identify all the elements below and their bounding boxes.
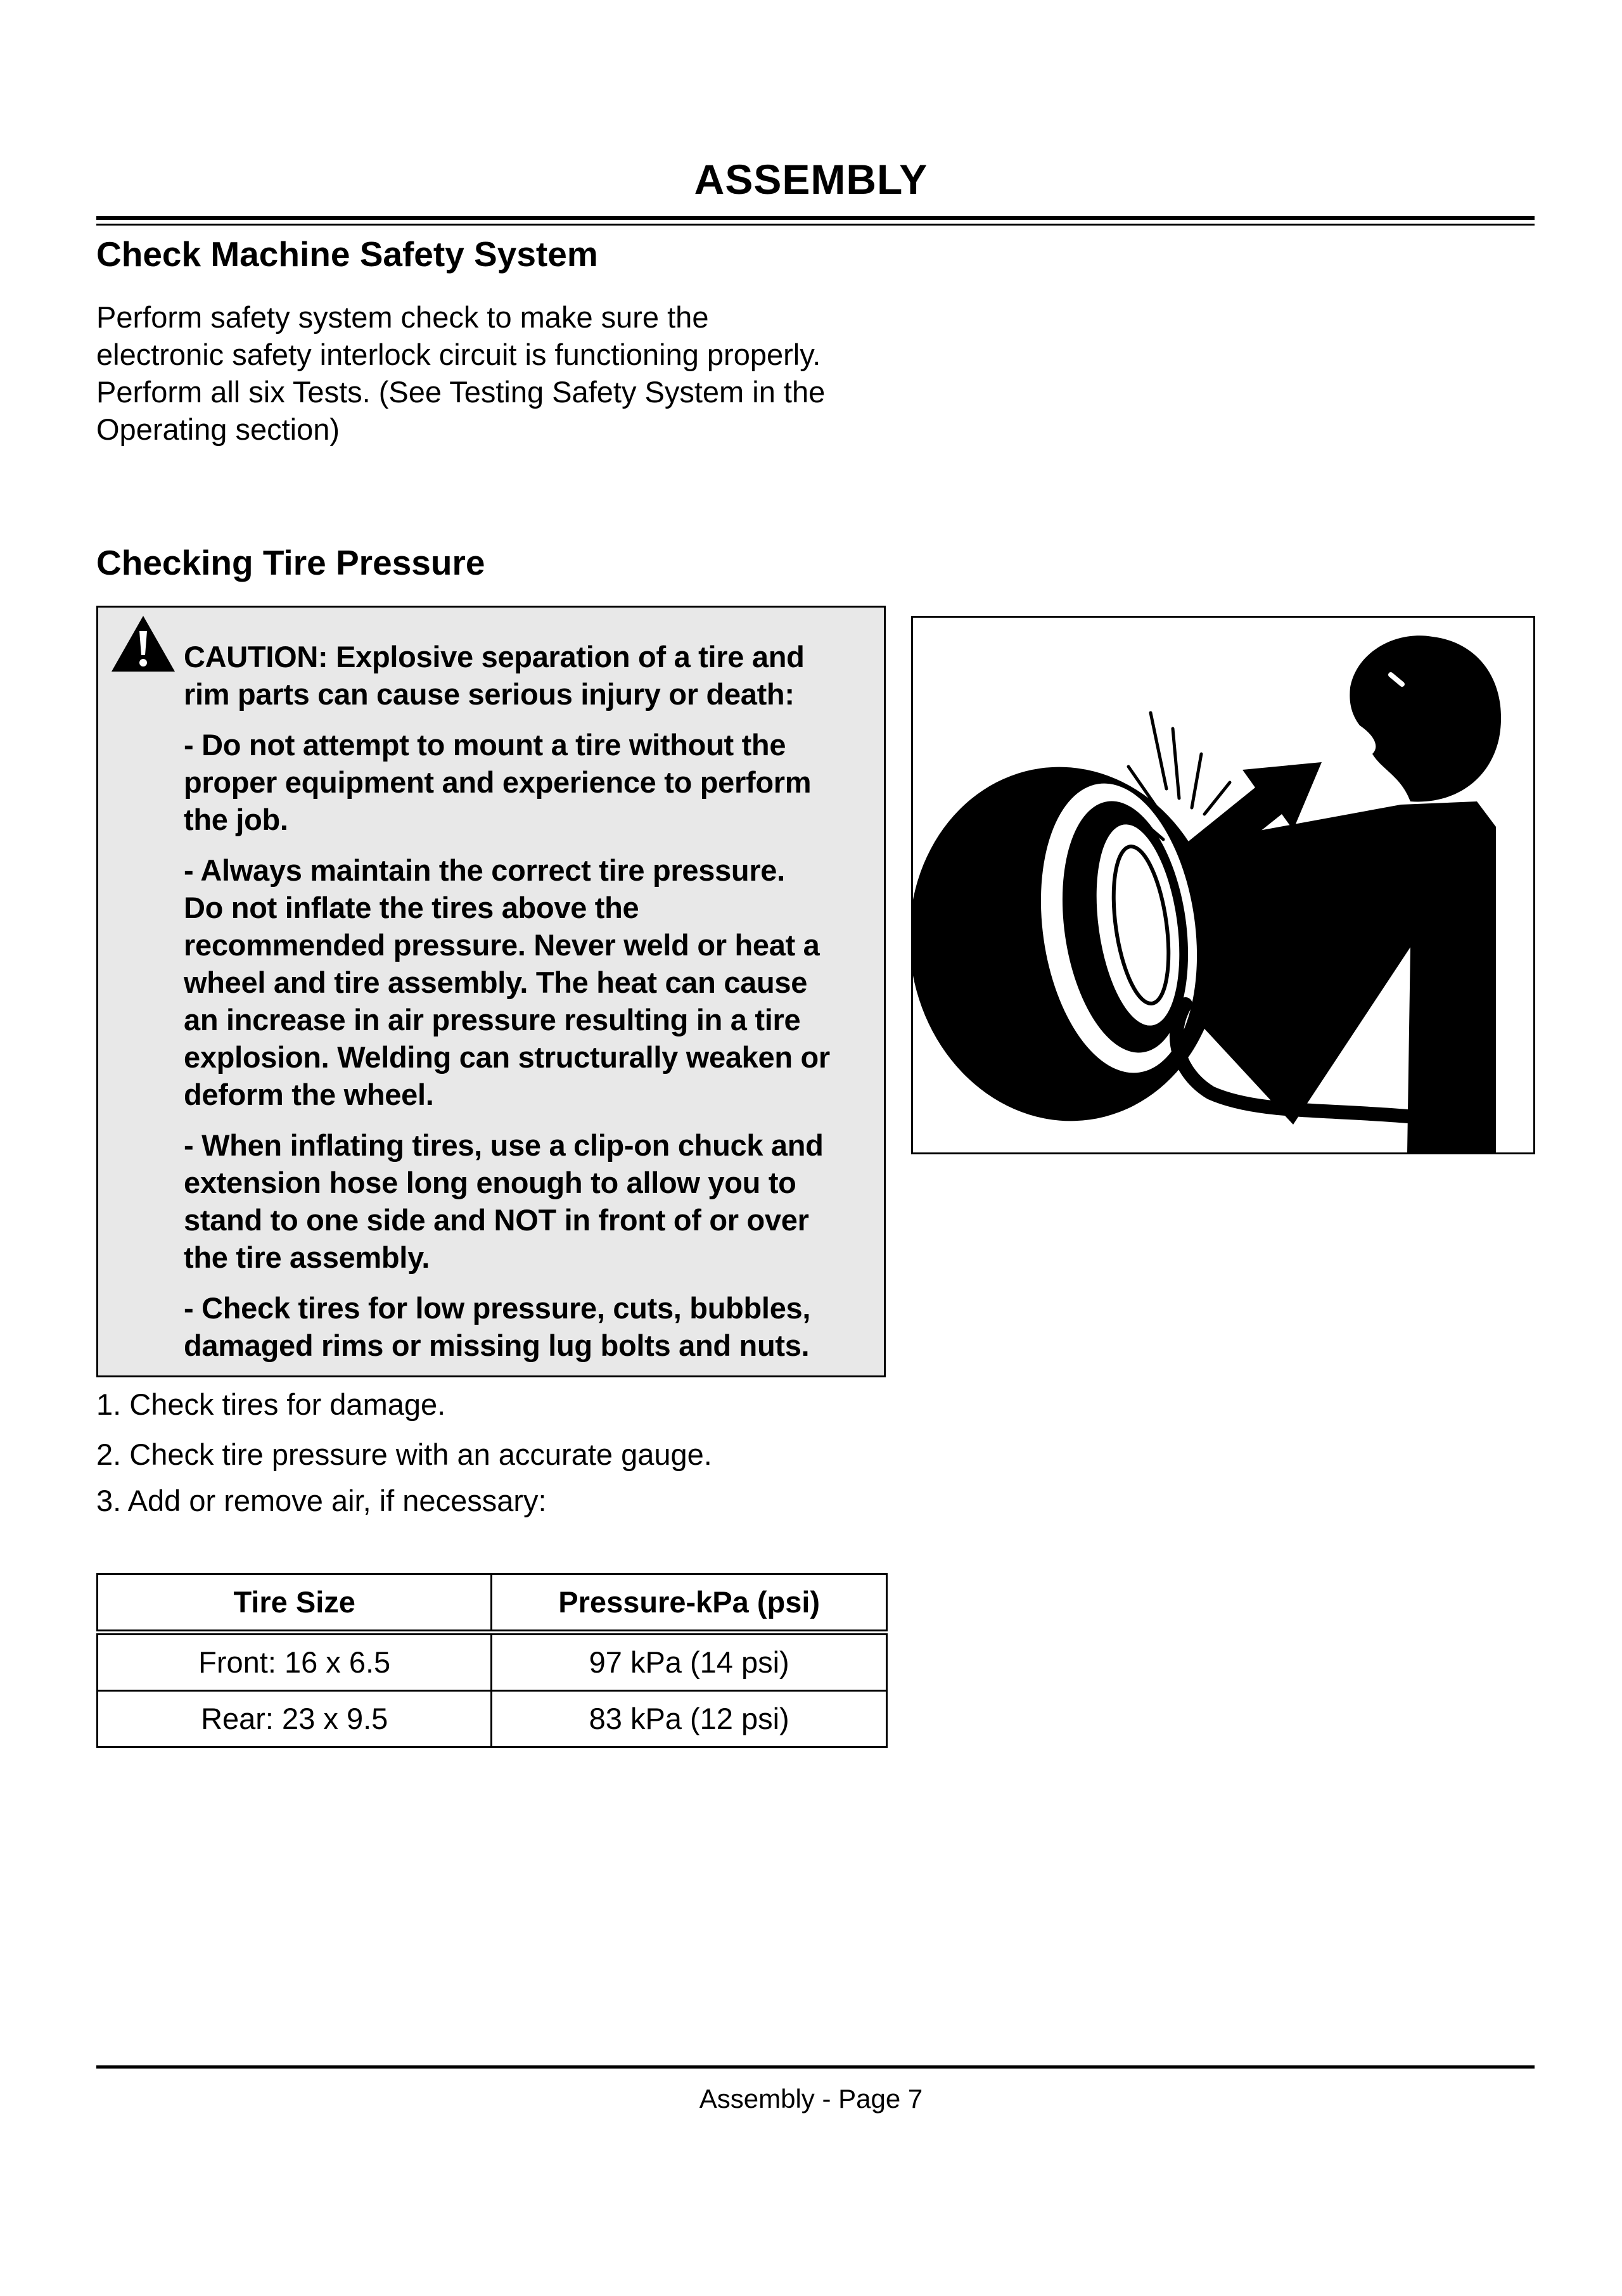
safety-line-1: Perform safety system check to make sure the [96, 300, 709, 334]
caution-line-15: stand to one side and NOT in front of or over [184, 1203, 809, 1237]
table-header-cell: Tire Size [98, 1574, 492, 1633]
tire-pressure-table [96, 1573, 888, 1748]
table-cell: Front: 16 x 6.5 [98, 1633, 492, 1691]
caution-line-10: an increase in air pressure resulting in a tire [184, 1003, 801, 1036]
tire-explosion-warning-illustration [913, 618, 1533, 1152]
caution-line-7: Do not inflate the tires above the [184, 891, 639, 924]
step-2: 2. Check tire pressure with an accurate gauge. [96, 1438, 712, 1471]
caution-line-18: damaged rims or missing lug bolts and nuts. [184, 1329, 810, 1362]
table-cell: 97 kPa (14 psi) [492, 1633, 887, 1691]
caution-line-11: explosion. Welding can structurally weaken or [184, 1040, 830, 1074]
page-title: ASSEMBLY [694, 156, 928, 203]
safety-line-4: Operating section) [96, 412, 340, 446]
table-row [98, 1633, 887, 1691]
table-header-row [98, 1574, 887, 1633]
caution-line-5: the job. [184, 803, 288, 836]
header-rule-thick [96, 216, 1535, 220]
tire-pressure-heading: Checking Tire Pressure [96, 543, 485, 582]
table-cell: 83 kPa (12 psi) [492, 1691, 887, 1747]
illustration-frame [911, 616, 1535, 1154]
safety-line-2: electronic safety interlock circuit is functioning properly. [96, 338, 821, 371]
caution-line-17: - Check tires for low pressure, cuts, bubbles, [184, 1291, 811, 1325]
footer-rule [96, 2065, 1535, 2069]
caution-line-4: proper equipment and experience to perform [184, 765, 812, 799]
caution-line-13: - When inflating tires, use a clip-on chuck and [184, 1128, 824, 1162]
page-footer: Assembly - Page 7 [699, 2084, 923, 2114]
caution-line-16: the tire assembly. [184, 1240, 430, 1274]
caution-line-3: - Do not attempt to mount a tire without the [184, 728, 786, 762]
step-1: 1. Check tires for damage. [96, 1387, 446, 1421]
safety-line-3: Perform all six Tests. (See Testing Safety System in the [96, 375, 826, 409]
caution-line-14: extension hose long enough to allow you to [184, 1166, 796, 1199]
step-3: 3. Add or remove air, if necessary: [96, 1484, 547, 1517]
caution-line-6: - Always maintain the correct tire pressure. [184, 853, 785, 887]
warning-triangle-icon [109, 613, 177, 674]
table-row [98, 1691, 887, 1747]
caution-line-12: deform the wheel. [184, 1078, 434, 1111]
safety-system-heading: Check Machine Safety System [96, 234, 598, 274]
header-rule-thin [96, 224, 1535, 226]
caution-line-9: wheel and tire assembly. The heat can cause [184, 966, 808, 999]
caution-line-1: CAUTION: Explosive separation of a tire and [184, 640, 805, 673]
caution-line-8: recommended pressure. Never weld or heat a [184, 928, 820, 962]
table-header-cell: Pressure-kPa (psi) [492, 1574, 887, 1633]
table-cell: Rear: 23 x 9.5 [98, 1691, 492, 1747]
caution-line-2: rim parts can cause serious injury or death: [184, 677, 795, 711]
